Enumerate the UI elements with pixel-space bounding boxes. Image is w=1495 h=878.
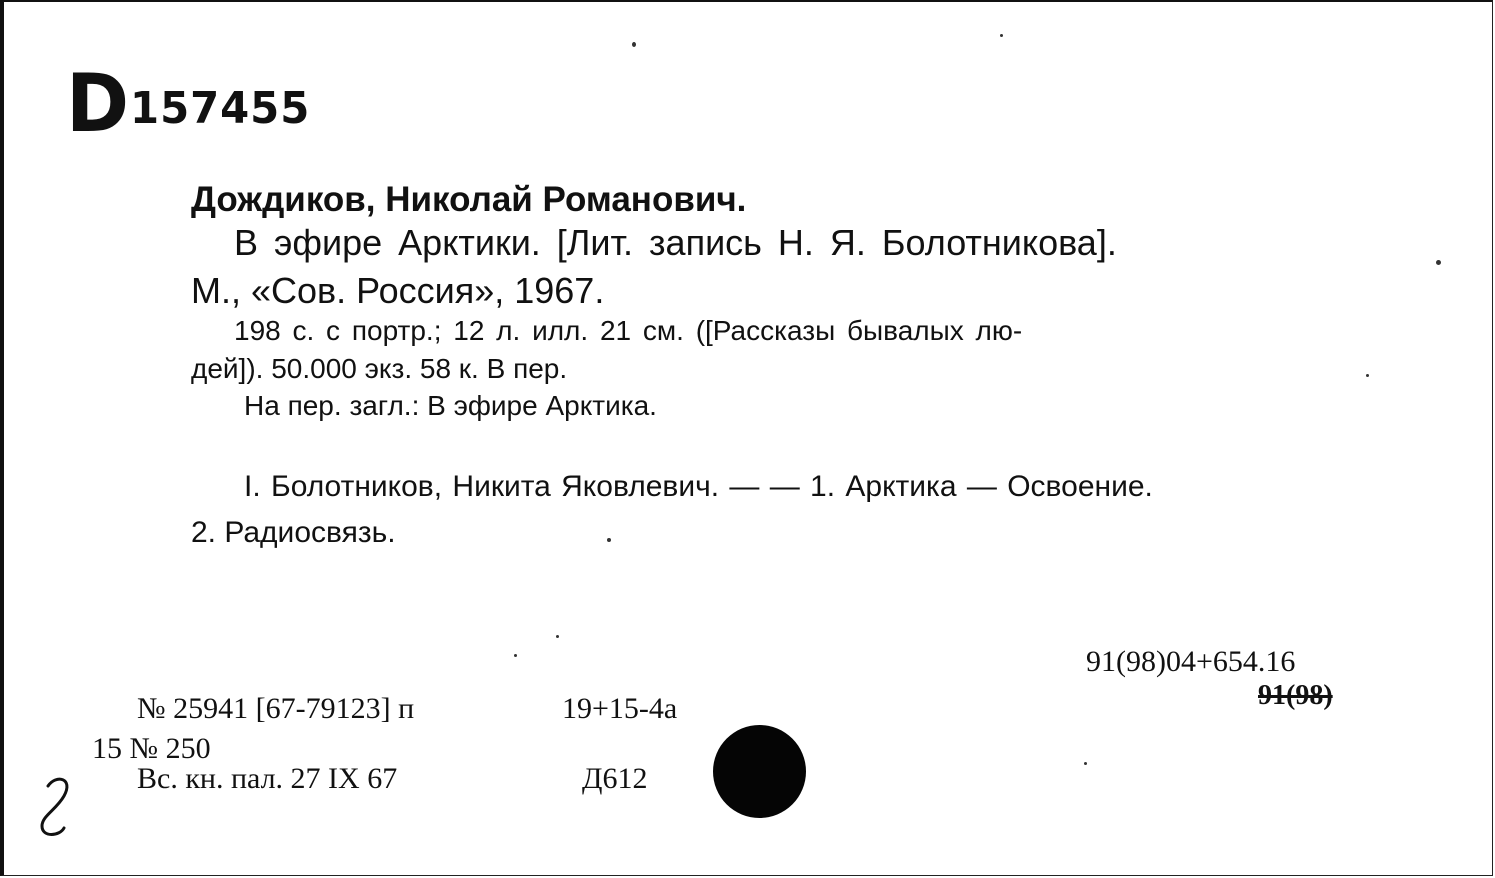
cover-title-note: На пер. загл.: В эфире Арктика. <box>244 390 657 421</box>
book-chamber-line: Вс. кн. пал. 27 IX 67 <box>137 762 398 795</box>
speck <box>556 635 559 638</box>
speck <box>514 654 517 657</box>
speck <box>632 42 636 47</box>
tracings-line-1: I. Болотников, Никита Яковлевич. — — 1. Арктика — Освоение. <box>244 470 1153 503</box>
imprint-code: 19+15-4a <box>562 692 678 725</box>
inventory-number: 157455 <box>130 83 311 134</box>
title-statement: В эфире Арктики. [Лит. запись Н. Я. Болотникова]. <box>234 222 1117 263</box>
classification-struck: 91(98) <box>1258 680 1333 711</box>
imprint-copies: 15 № 250 <box>92 732 211 765</box>
tracings-line-2: 2. Радиосвязь. <box>191 516 396 549</box>
stamp-letter: D <box>66 57 131 150</box>
collation-line-1: 198 с. с портр.; 12 л. илл. 21 см. ([Рассказы бывалых лю- <box>234 315 1023 346</box>
handwritten-mark <box>34 772 84 842</box>
speck <box>607 538 611 542</box>
author-mark: Д612 <box>582 762 648 795</box>
classification-number: 91(98)04+654.16 <box>1086 645 1296 678</box>
punch-hole <box>713 725 806 818</box>
speck <box>1436 260 1441 265</box>
speck <box>1000 34 1003 37</box>
author-heading: Дождиков, Николай Романович. <box>191 180 747 219</box>
speck <box>1366 374 1369 377</box>
publication-info: М., «Сов. Россия», 1967. <box>191 270 605 311</box>
speck <box>1084 762 1087 765</box>
imprint-number: № 25941 [67-79123] п <box>137 692 415 725</box>
collation-line-2: дей]). 50.000 экз. 58 к. В пер. <box>191 353 568 384</box>
inventory-stamp <box>66 57 311 150</box>
